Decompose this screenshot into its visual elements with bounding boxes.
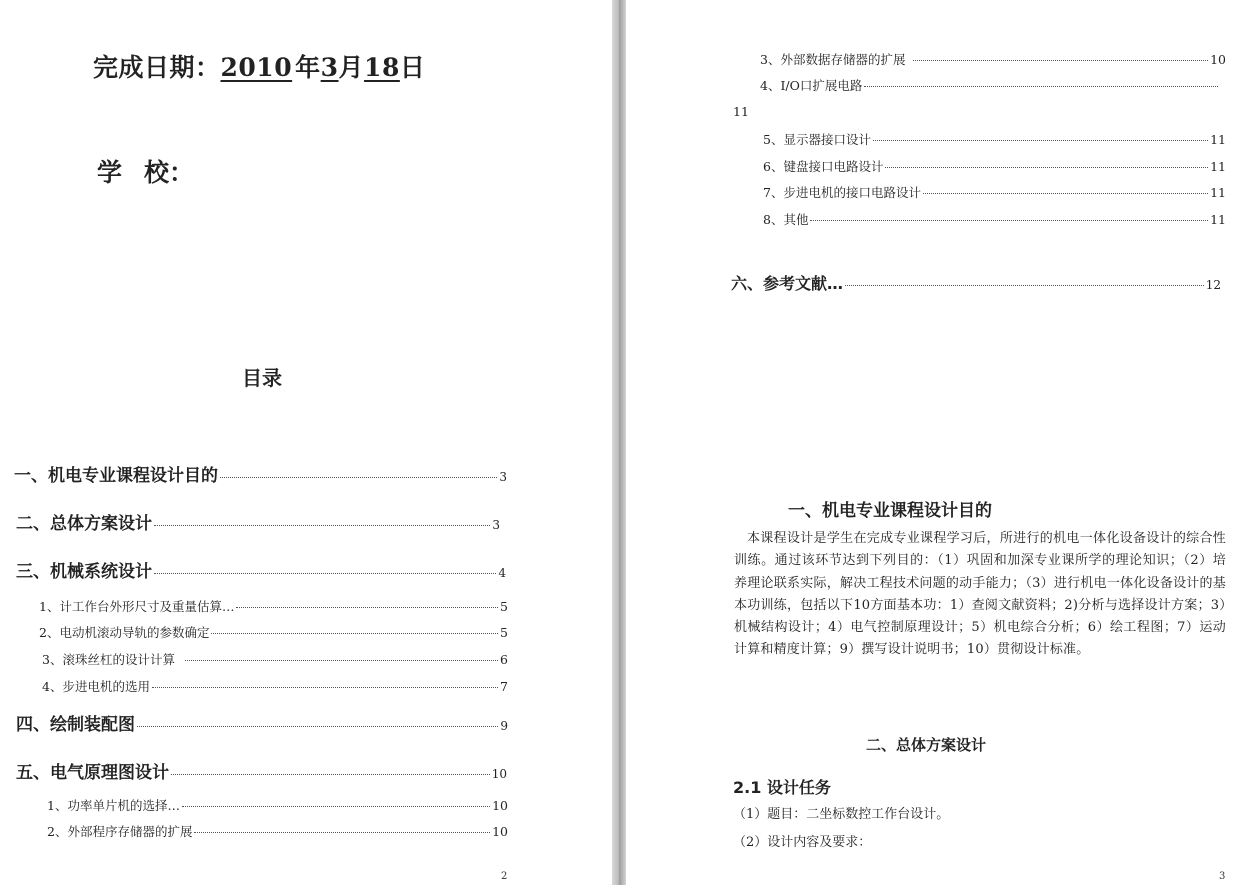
toc-leader (845, 284, 1204, 286)
toc-entry-title: 五、电气原理图设计 (16, 763, 169, 783)
toc-entry-title: 1、功率单片机的选择… (47, 798, 180, 813)
page-number: 2 (501, 871, 508, 882)
toc-entry[interactable] (760, 50, 1226, 68)
toc-leader (810, 219, 1208, 221)
toc-entry[interactable] (763, 157, 1226, 175)
toc-leader (885, 166, 1208, 168)
completion-date (93, 48, 425, 84)
toc-leader (236, 606, 498, 608)
toc-entry-page: 11 (1210, 185, 1226, 200)
section-heading-1: 一、机电专业课程设计目的 (788, 501, 992, 521)
toc-leader (154, 524, 490, 526)
toc-entry[interactable] (47, 822, 508, 840)
toc-leader (864, 85, 1218, 87)
toc-entry-title: 6、键盘接口电路设计 (763, 159, 884, 174)
toc-entry[interactable] (14, 461, 507, 486)
toc-entry-title: 5、显示器接口设计 (763, 132, 871, 147)
toc-entry-title: 2、电动机滚动导轨的参数确定 (39, 625, 210, 640)
section-paragraph: 本课程设计是学生在完成专业课程学习后，所进行的机电一体化设备设计的综合性训练。通过该环节达到下列目的：（1）巩固和加深专业课所学的理论知识；（2）培养理论联系实际，解决工程技术问题的动手能力；（3）进行机电一体化设备设计的基本功训练，包括以下10方面基本功：1）查阅文献资料；2)分析与选择设计方案；3）机械结构设计；4）电气控制原理设计；5）机电综合分析；6）绘工程图；7）运动计算和精度计算；9）撰写设计说明书；10）贯彻设计标准。 (734, 531, 1226, 658)
toc-entry[interactable] (16, 509, 500, 534)
toc-entry[interactable] (47, 796, 508, 814)
toc-entry[interactable] (39, 597, 508, 615)
toc-entry-page: 12 (1205, 278, 1221, 292)
toc-entry-page: 10 (492, 798, 508, 813)
toc-entry-title: 7、步进电机的接口电路设计 (763, 185, 921, 200)
toc-entry-page: 9 (500, 719, 508, 733)
toc-entry-title: 2、外部程序存储器的扩展 (47, 824, 193, 839)
date-month: 3 (320, 53, 339, 82)
toc-entry[interactable] (39, 623, 508, 641)
toc-entry-page: 5 (500, 625, 508, 640)
toc-entry[interactable] (16, 758, 507, 783)
toc-entry-title: 六、参考文献… (731, 274, 844, 293)
toc-leader (137, 725, 498, 727)
toc-leader (220, 476, 497, 478)
toc-entry-title: 四、绘制装配图 (16, 715, 135, 735)
toc-entry-title: 8、其他 (763, 212, 809, 227)
toc-leader (152, 686, 498, 688)
toc-entry-title: 三、机械系统设计 (16, 562, 152, 582)
toc-entry[interactable] (760, 76, 1220, 94)
toc-leader (211, 632, 498, 634)
toc-leader (923, 192, 1208, 194)
toc-entry-title: 1、计工作台外形尺寸及重量估算… (39, 599, 235, 614)
toc-entry-title: 4、步进电机的选用 (42, 679, 150, 694)
toc-leader (873, 139, 1208, 141)
toc-leader (194, 831, 490, 833)
toc-entry[interactable] (763, 183, 1226, 201)
toc-entry[interactable] (16, 710, 508, 735)
toc-entry-page: 3 (492, 518, 500, 532)
toc-entry[interactable] (763, 130, 1226, 148)
toc-entry-page: 5 (500, 599, 508, 614)
toc-entry-title: 4、I/O口扩展电路 (760, 78, 863, 93)
subsection-heading: 2.1 设计任务 (733, 778, 831, 797)
toc-entry-page: 3 (499, 470, 507, 484)
toc-entry-page: 11 (1210, 132, 1226, 147)
toc-entry-title: 一、机电专业课程设计目的 (14, 466, 218, 486)
body-item-2: （2）设计内容及要求： (733, 835, 872, 850)
school-label-1: 学 (97, 158, 123, 187)
body-item-1: （1）题目：二坐标数控工作台设计。 (733, 807, 950, 822)
toc-entry[interactable] (42, 650, 508, 668)
school-label-2: 校： (144, 158, 195, 187)
toc-leader (182, 805, 490, 807)
date-month-unit: 月 (338, 53, 365, 82)
toc-entry-title: 二、总体方案设计 (16, 514, 152, 534)
toc-entry-page: 11 (1210, 212, 1226, 227)
toc-entry-title: 3、滚珠丝杠的设计计算 (42, 652, 175, 667)
left-page (0, 0, 612, 885)
toc-leader (913, 59, 1208, 61)
toc-title: 目录 (242, 366, 282, 390)
toc-entry-page: 7 (500, 679, 508, 694)
date-year-unit: 年 (295, 53, 321, 82)
toc-entry[interactable] (42, 677, 508, 695)
toc-entry-page: 4 (498, 566, 506, 580)
date-label: 完成日期： (93, 53, 221, 82)
section-heading-2: 二、总体方案设计 (866, 736, 987, 754)
toc-entry-page: 10 (1210, 52, 1226, 67)
toc-entry[interactable] (731, 271, 1221, 294)
toc-wrapped-page: 11 (733, 104, 749, 119)
page-number: 3 (1219, 871, 1226, 882)
date-year: 2010 (220, 53, 293, 82)
toc-entry-page: 6 (500, 652, 508, 667)
date-day-unit: 日 (399, 53, 426, 82)
toc-leader (185, 659, 498, 661)
toc-entry[interactable] (763, 210, 1226, 228)
toc-entry-page: 10 (491, 767, 507, 781)
toc-leader (154, 572, 496, 574)
toc-entry-page: 11 (1210, 159, 1226, 174)
page-gutter (612, 0, 626, 885)
toc-entry-page: 10 (492, 824, 508, 839)
toc-leader (171, 773, 490, 775)
date-day: 18 (364, 53, 400, 82)
toc-entry[interactable] (16, 557, 506, 582)
school-line (97, 153, 194, 189)
toc-entry-title: 3、外部数据存储器的扩展 (760, 52, 906, 67)
